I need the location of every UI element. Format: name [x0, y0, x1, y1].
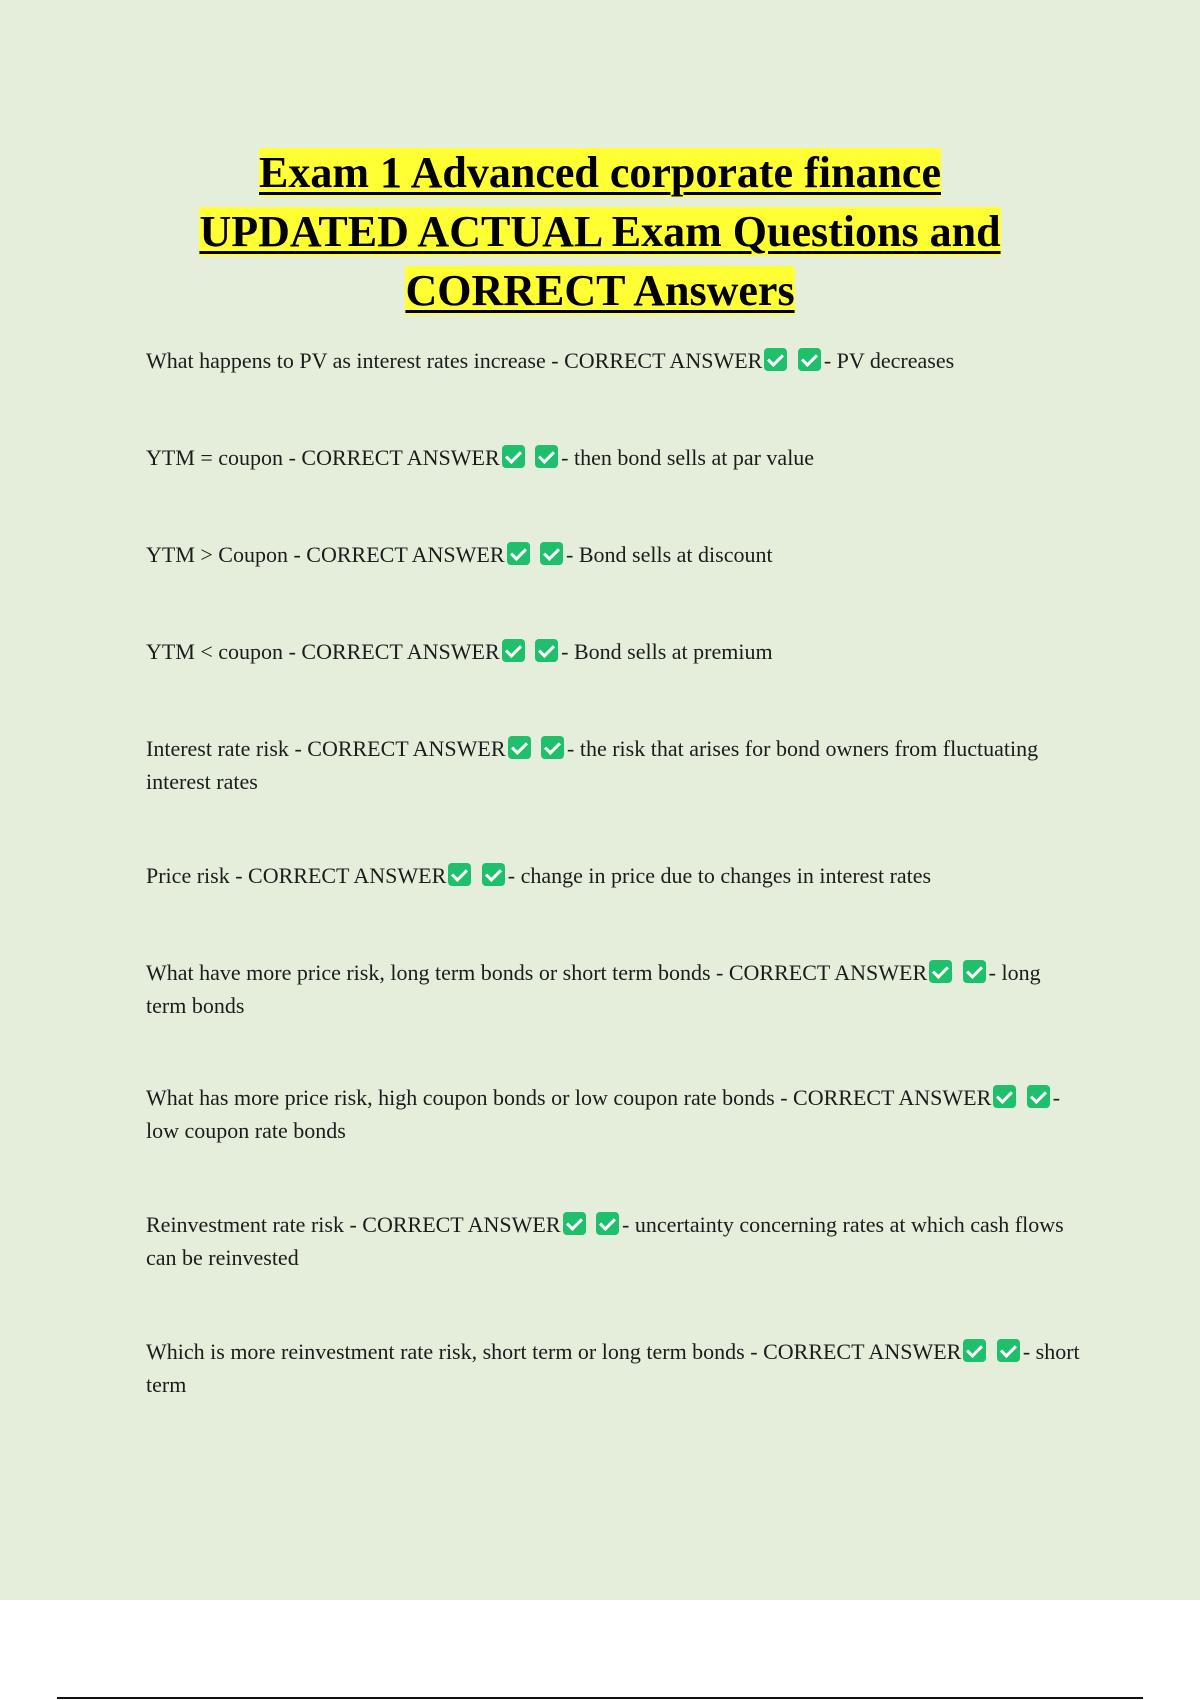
check-mark-icon	[535, 445, 558, 468]
answer-marker: CORRECT ANSWER	[793, 1085, 992, 1110]
check-mark-icon	[535, 639, 558, 662]
answer-text: the risk that arises for bond owners from fluctuating interest rates	[146, 736, 1039, 794]
qa-item: YTM < coupon - CORRECT ANSWER - Bond sells at premium	[146, 639, 773, 664]
check-mark-icon	[963, 960, 986, 983]
title-line-2: UPDATED ACTUAL Exam Questions and	[199, 207, 1001, 256]
question-text: Reinvestment rate risk	[146, 1212, 344, 1237]
answer-marker: CORRECT ANSWER	[248, 863, 447, 888]
answer-text: PV decreases	[836, 348, 955, 373]
check-mark-icon	[596, 1212, 619, 1235]
qa-item: YTM > Coupon - CORRECT ANSWER - Bond sells at discount	[146, 542, 773, 567]
answer-text: Bond sells at premium	[573, 639, 773, 664]
check-mark-icon	[508, 736, 531, 759]
check-mark-icon	[448, 863, 471, 886]
answer-marker: CORRECT ANSWER	[763, 1339, 962, 1364]
qa-item: Interest rate risk - CORRECT ANSWER - the risk that arises for bond owners from fluctuating interest rates	[146, 736, 1039, 794]
qa-item: Reinvestment rate risk - CORRECT ANSWER - uncertainty concerning rates at which cash flows can be reinvested	[146, 1212, 1064, 1270]
answer-text: low coupon rate bonds	[146, 1118, 346, 1143]
question-text: YTM = coupon	[146, 445, 284, 470]
check-mark-icon	[1027, 1085, 1050, 1108]
check-mark-icon	[482, 863, 505, 886]
check-mark-icon	[929, 960, 952, 983]
check-mark-icon	[764, 348, 787, 371]
qa-item: Price risk - CORRECT ANSWER - change in price due to changes in interest rates	[146, 863, 932, 888]
question-text: YTM > Coupon	[146, 542, 288, 567]
check-mark-icon	[502, 445, 525, 468]
footer-divider	[57, 1697, 1143, 1699]
check-mark-icon	[993, 1085, 1016, 1108]
answer-text: uncertainty concerning rates at which cash flows can be reinvested	[146, 1212, 1064, 1270]
check-mark-icon	[798, 348, 821, 371]
title-line-1: Exam 1 Advanced corporate finance	[259, 148, 941, 197]
check-mark-icon	[540, 542, 563, 565]
answer-marker: CORRECT ANSWER	[306, 542, 505, 567]
answer-marker: CORRECT ANSWER	[301, 445, 500, 470]
qa-item: What happens to PV as interest rates increase - CORRECT ANSWER - PV decreases	[146, 348, 955, 373]
question-text: Interest rate risk	[146, 736, 289, 761]
document-title	[100, 143, 1100, 320]
answer-marker: CORRECT ANSWER	[307, 736, 506, 761]
answer-text: then bond sells at par value	[573, 445, 815, 470]
qa-item: Which is more reinvestment rate risk, short term or long term bonds - CORRECT ANSWER - short term	[146, 1339, 1080, 1397]
answer-marker: CORRECT ANSWER	[362, 1212, 561, 1237]
question-text: Which is more reinvestment rate risk, short term or long term bonds	[146, 1339, 745, 1364]
check-mark-icon	[563, 1212, 586, 1235]
question-text: What happens to PV as interest rates increase	[146, 348, 546, 373]
title-line-3: CORRECT Answers	[405, 266, 795, 315]
answer-text: long term bonds	[146, 960, 1041, 1018]
check-mark-icon	[502, 639, 525, 662]
answer-marker: CORRECT ANSWER	[564, 348, 763, 373]
answer-text: change in price due to changes in interest rates	[520, 863, 932, 888]
answer-marker: CORRECT ANSWER	[301, 639, 500, 664]
check-mark-icon	[507, 542, 530, 565]
check-mark-icon	[541, 736, 564, 759]
question-text: What has more price risk, high coupon bonds or low coupon rate bonds	[146, 1085, 775, 1110]
question-text: What have more price risk, long term bonds or short term bonds	[146, 960, 711, 985]
check-mark-icon	[963, 1339, 986, 1362]
qa-item: What have more price risk, long term bonds or short term bonds - CORRECT ANSWER - long term bonds	[146, 960, 1041, 1018]
answer-marker: CORRECT ANSWER	[728, 960, 928, 985]
answer-text: short term	[146, 1339, 1080, 1397]
check-mark-icon	[997, 1339, 1020, 1362]
qa-item: YTM = coupon - CORRECT ANSWER - then bond sells at par value	[146, 445, 815, 470]
question-text: YTM < coupon	[146, 639, 284, 664]
question-text: Price risk	[146, 863, 230, 888]
answer-text: Bond sells at discount	[578, 542, 773, 567]
qa-item: What has more price risk, high coupon bonds or low coupon rate bonds - CORRECT ANSWER - low coupon rate bonds	[146, 1085, 1061, 1143]
